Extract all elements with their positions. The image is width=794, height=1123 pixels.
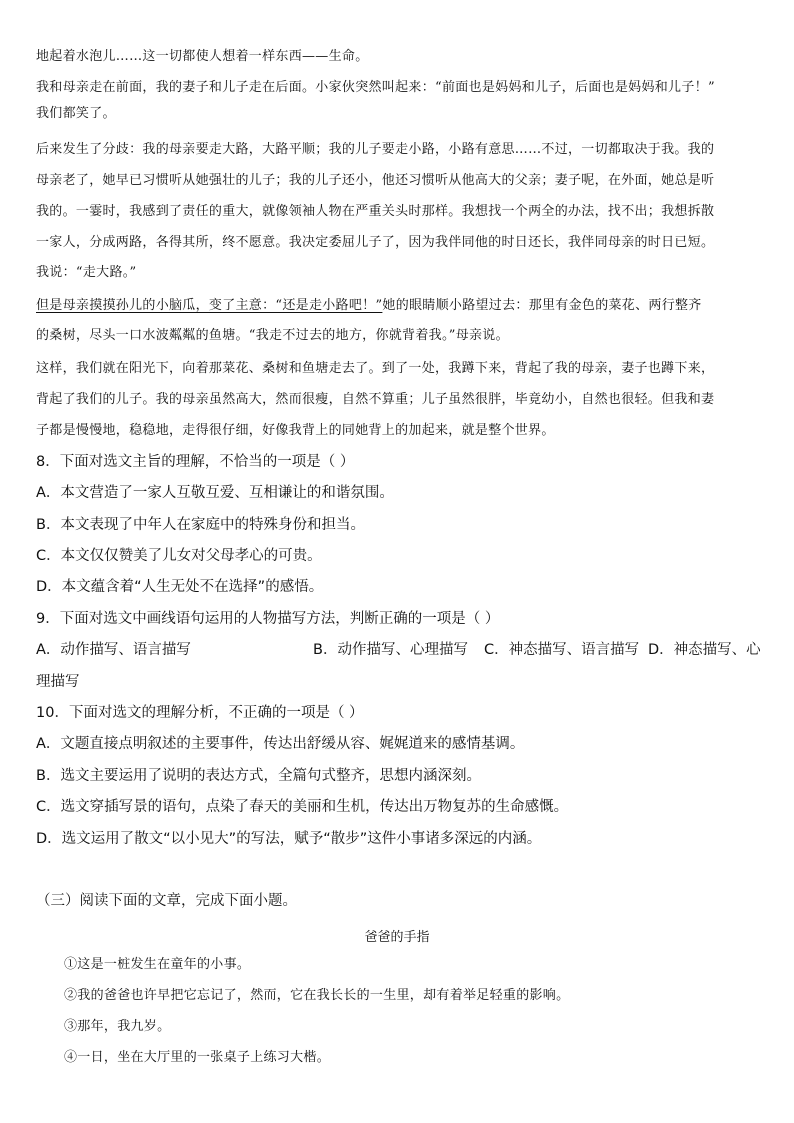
passage-line: 这样，我们就在阳光下，向着那菜花、桑树和鱼塘走去了。到了一处，我蹲下来，背起了我的母亲，妻子也蹲下来， xyxy=(36,361,715,376)
question-8-option-c: C．本文仅仅赞美了儿女对父母孝心的可贵。 xyxy=(36,548,322,564)
passage-line: 我和母亲走在前面，我的妻子和儿子走在后面。小家伙突然叫起来：“前面也是妈妈和儿子，后面也是妈妈和儿子！” xyxy=(36,80,715,95)
article-paragraph: ④一日，坐在大厅里的一张桌子上练习大楷。 xyxy=(64,1050,331,1065)
question-9-option-b: B．动作描写、心理描写 xyxy=(313,642,468,658)
passage-text: 她的眼睛顺小路望过去：那里有金色的菜花、两行整齐 xyxy=(382,298,702,313)
question-9-options xyxy=(0,640,794,662)
passage-line: 我的。一霎时，我感到了责任的重大，就像领袖人物在严重关头时那样。我想找一个两全的办法，找不出；我想拆散 xyxy=(36,204,715,219)
question-9-stem: 9．下面对选文中画线语句运用的人物描写方法，判断正确的一项是（ ） xyxy=(36,611,500,627)
passage-line: 一家人，分成两路，各得其所，终不愿意。我决定委屈儿子了，因为我伴同他的时日还长，我伴同母亲的时日已短。 xyxy=(36,235,715,250)
question-10-option-c: C．选文穿插写景的语句，点染了春天的美丽和生机，传达出万物复苏的生命感慨。 xyxy=(36,799,569,815)
passage-line: 地起着水泡儿……这一切都使人想着一样东西——生命。 xyxy=(36,49,369,64)
section-3-heading: （三）阅读下面的文章，完成下面小题。 xyxy=(36,893,297,909)
underlined-sentence: 但是母亲摸摸孙儿的小脑瓜，变了主意：“还是走小路吧！” xyxy=(36,298,383,313)
question-8-option-d: D．本文蕴含着“人生无处不在选择”的感悟。 xyxy=(36,579,324,595)
passage-line: 我们都笑了。 xyxy=(36,106,116,121)
question-8-stem: 8．下面对选文主旨的理解，不恰当的一项是（ ） xyxy=(36,454,355,470)
question-8-option-b: B．本文表现了中年人在家庭中的特殊身份和担当。 xyxy=(36,517,365,533)
passage-line: 的桑树，尽头一口水波粼粼的鱼塘。“我走不过去的地方，你就背着我。”母亲说。 xyxy=(36,328,509,343)
question-9-option-d-cont: 理描写 xyxy=(36,674,80,690)
passage-line: 背起了我们的儿子。我的母亲虽然高大，然而很瘦，自然不算重；儿子虽然很胖，毕竟幼小，自然也很轻。但我和妻 xyxy=(36,392,715,407)
article-paragraph: ③那年，我九岁。 xyxy=(64,1019,171,1034)
passage-line xyxy=(36,296,702,316)
question-10-option-b: B．选文主要运用了说明的表达方式，全篇句式整齐，思想内涵深刻。 xyxy=(36,768,481,784)
question-10-option-d: D．选文运用了散文“以小见大”的写法，赋予“散步”这件小事诸多深远的内涵。 xyxy=(36,831,542,847)
question-9-option-a: A．动作描写、语言描写 xyxy=(36,642,191,658)
passage-line: 母亲老了，她早已习惯听从她强壮的儿子；我的儿子还小，他还习惯听从他高大的父亲；妻子呢，在外面，她总是听 xyxy=(36,173,715,188)
question-9-option-c: C．神态描写、语言描写 xyxy=(484,642,640,658)
question-10-option-a: A．文题直接点明叙述的主要事件，传达出舒缓从容、娓娓道来的感情基调。 xyxy=(36,736,525,752)
passage-line: 后来发生了分歧：我的母亲要走大路，大路平顺；我的儿子要走小路，小路有意思……不过，一切都取决于我。我的 xyxy=(36,142,715,157)
article-paragraph: ①这是一桩发生在童年的小事。 xyxy=(64,957,251,972)
question-8-option-a: A．本文营造了一家人互敬互爱、互相谦让的和谐氛围。 xyxy=(36,485,394,501)
article-paragraph: ②我的爸爸也许早把它忘记了，然而，它在我长长的一生里，却有着举足轻重的影响。 xyxy=(64,988,570,1003)
passage-line: 我说：“走大路。” xyxy=(36,265,137,280)
question-9-option-d: D．神态描写、心 xyxy=(648,642,761,658)
question-10-stem: 10．下面对选文的理解分析，不正确的一项是（ ） xyxy=(36,705,364,721)
passage-line: 子都是慢慢地，稳稳地，走得很仔细，好像我背上的同她背上的加起来，就是整个世界。 xyxy=(36,423,555,438)
article-title: 爸爸的手指 xyxy=(364,930,430,945)
